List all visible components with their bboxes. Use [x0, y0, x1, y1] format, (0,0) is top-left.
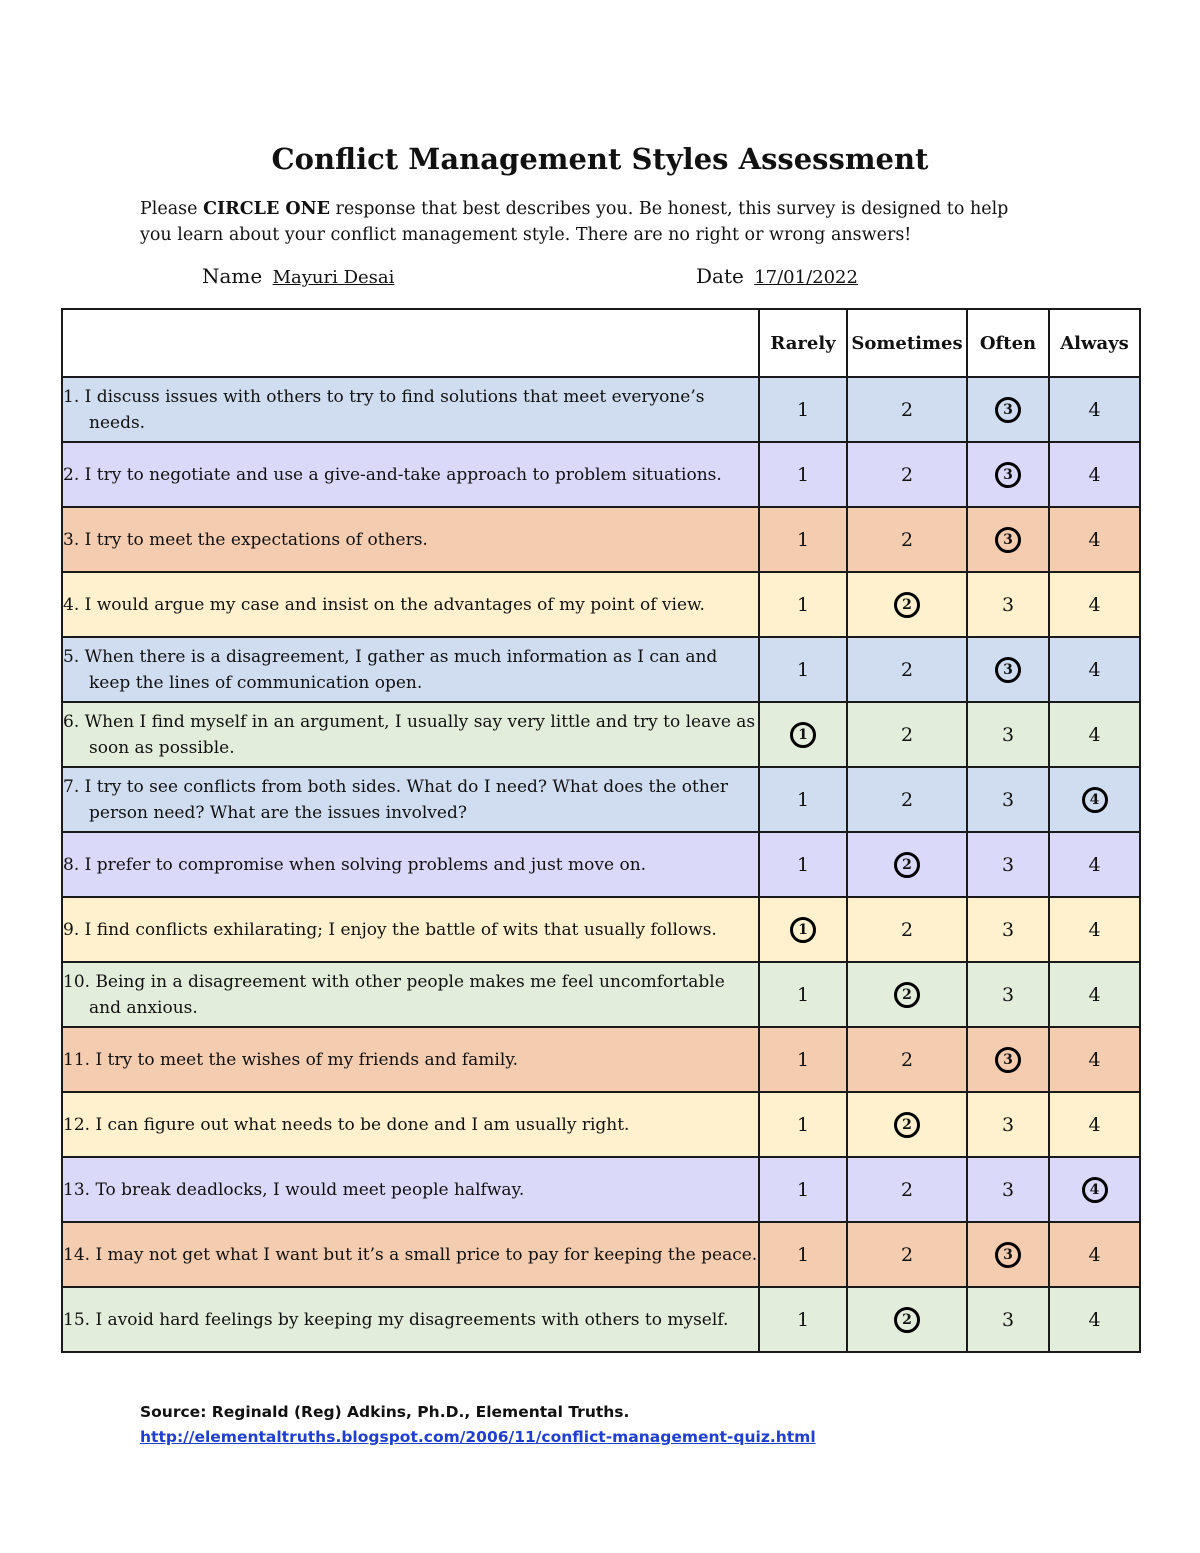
response-option-1[interactable]: [759, 1157, 847, 1222]
statement-text: 3. I try to meet the expectations of others.: [63, 529, 428, 550]
response-value: 2: [900, 723, 914, 746]
selected-response-circle: 3: [995, 1047, 1021, 1073]
table-row: [62, 507, 1140, 572]
response-value: 2: [900, 463, 914, 486]
statement-cell: [62, 442, 759, 507]
response-option-4[interactable]: [1049, 1287, 1140, 1352]
table-row: [62, 1222, 1140, 1287]
response-value: 1: [796, 788, 810, 811]
response-value: 4: [1088, 528, 1101, 551]
response-option-3[interactable]: [967, 377, 1049, 442]
response-value: 3: [1001, 1178, 1015, 1201]
response-option-2[interactable]: [847, 832, 967, 897]
response-value: 3: [1001, 1113, 1015, 1136]
instructions-lead: Please: [140, 199, 204, 219]
statement-text: 14. I may not get what I want but it’s a small price to pay for keeping the peace.: [63, 1244, 758, 1265]
table-row: [62, 442, 1140, 507]
selected-response-circle: 3: [995, 1242, 1021, 1268]
response-option-4[interactable]: [1049, 702, 1140, 767]
response-value: 2: [900, 788, 914, 811]
response-option-1[interactable]: [759, 1027, 847, 1092]
table-row: [62, 637, 1140, 702]
statement-cell: [62, 1287, 759, 1352]
response-value: 4: [1088, 398, 1101, 421]
statement-cell: [62, 962, 759, 1027]
response-option-4[interactable]: [1049, 637, 1140, 702]
selected-response-circle: 2: [894, 852, 920, 878]
statement-cell: [62, 637, 759, 702]
response-option-4[interactable]: [1049, 572, 1140, 637]
response-value: 1: [796, 1048, 810, 1071]
response-value: 2: [900, 918, 914, 941]
column-header-often: Often: [967, 309, 1049, 377]
response-option-1[interactable]: [759, 637, 847, 702]
response-option-4[interactable]: [1049, 1027, 1140, 1092]
response-value: 4: [1088, 853, 1101, 876]
instructions-emphasis: CIRCLE ONE: [203, 199, 330, 219]
response-value: 1: [796, 1178, 810, 1201]
selected-response-circle: 4: [1082, 1177, 1108, 1203]
table-row: [62, 1287, 1140, 1352]
source-label: Source: Reginald (Reg) Adkins, Ph.D., Elemental Truths.: [140, 1403, 630, 1421]
response-option-3[interactable]: [967, 1222, 1049, 1287]
selected-response-circle: 2: [894, 982, 920, 1008]
response-option-3[interactable]: [967, 832, 1049, 897]
statement-text: 4. I would argue my case and insist on the advantages of my point of view.: [63, 594, 705, 615]
response-option-1[interactable]: [759, 507, 847, 572]
response-value: 1: [796, 1243, 810, 1266]
statement-cell: [62, 767, 759, 832]
response-option-2[interactable]: [847, 897, 967, 962]
response-value: 3: [1001, 853, 1015, 876]
response-option-1[interactable]: [759, 962, 847, 1027]
response-option-1[interactable]: [759, 1092, 847, 1157]
source-link[interactable]: http://elementaltruths.blogspot.com/2006/11/conflict-management-quiz.html: [140, 1428, 816, 1446]
response-option-1[interactable]: [759, 702, 847, 767]
selected-response-circle: 2: [894, 1112, 920, 1138]
response-option-1[interactable]: [759, 832, 847, 897]
response-option-2[interactable]: [847, 1157, 967, 1222]
response-option-3[interactable]: [967, 767, 1049, 832]
response-value: 4: [1088, 1243, 1101, 1266]
selected-response-circle: 2: [894, 1307, 920, 1333]
response-option-1[interactable]: [759, 377, 847, 442]
table-row: [62, 962, 1140, 1027]
column-header-sometimes: Sometimes: [847, 309, 967, 377]
response-option-4[interactable]: [1049, 1222, 1140, 1287]
response-option-2[interactable]: [847, 637, 967, 702]
page-title: Conflict Management Styles Assessment: [271, 142, 929, 176]
response-value: 4: [1088, 463, 1101, 486]
table-row: [62, 767, 1140, 832]
response-value: 1: [796, 983, 810, 1006]
response-value: 3: [1001, 1308, 1015, 1331]
response-option-2[interactable]: [847, 377, 967, 442]
statement-text: 15. I avoid hard feelings by keeping my disagreements with others to myself.: [63, 1309, 729, 1330]
table-row: [62, 1157, 1140, 1222]
response-option-1[interactable]: [759, 572, 847, 637]
response-option-1[interactable]: [759, 767, 847, 832]
column-header-rarely: Rarely: [759, 309, 847, 377]
response-option-1[interactable]: [759, 897, 847, 962]
statement-text: 5. When there is a disagreement, I gather as much information as I can and keep the lines of communication open.: [63, 646, 718, 693]
table-row: [62, 1027, 1140, 1092]
statement-cell: [62, 1157, 759, 1222]
response-option-2[interactable]: [847, 507, 967, 572]
table-row: [62, 702, 1140, 767]
response-value: 1: [796, 528, 810, 551]
column-header-always: Always: [1049, 309, 1140, 377]
statement-text: 11. I try to meet the wishes of my friends and family.: [63, 1049, 519, 1070]
name-value: Mayuri Desai: [272, 267, 395, 288]
response-option-2[interactable]: [847, 442, 967, 507]
selected-response-circle: 4: [1082, 787, 1108, 813]
response-value: 3: [1001, 788, 1015, 811]
response-option-4[interactable]: [1049, 377, 1140, 442]
response-value: 4: [1088, 658, 1101, 681]
statement-text: 9. I find conflicts exhilarating; I enjoy the battle of wits that usually follows.: [63, 919, 717, 940]
assessment-table: [61, 308, 1141, 1353]
response-option-3[interactable]: [967, 442, 1049, 507]
response-option-3[interactable]: [967, 637, 1049, 702]
response-value: 1: [796, 593, 810, 616]
response-option-3[interactable]: [967, 962, 1049, 1027]
statement-text: 7. I try to see conflicts from both sides. What do I need? What does the other person need? What are the issues involved?: [63, 776, 728, 823]
response-option-3[interactable]: [967, 1027, 1049, 1092]
response-option-2[interactable]: [847, 572, 967, 637]
response-option-2[interactable]: [847, 702, 967, 767]
response-option-3[interactable]: [967, 702, 1049, 767]
instructions: [140, 196, 1040, 248]
statement-text: 1. I discuss issues with others to try to find solutions that meet everyone’s needs.: [63, 386, 705, 433]
statement-cell: [62, 832, 759, 897]
response-option-2[interactable]: [847, 962, 967, 1027]
date-value: 17/01/2022: [754, 267, 858, 288]
response-option-2[interactable]: [847, 1092, 967, 1157]
response-option-2[interactable]: [847, 1222, 967, 1287]
table-body: [62, 377, 1140, 1352]
response-value: 4: [1088, 1308, 1101, 1331]
statement-text: 8. I prefer to compromise when solving problems and just move on.: [63, 854, 647, 875]
response-value: 2: [900, 398, 914, 421]
statement-cell: [62, 377, 759, 442]
response-value: 1: [796, 1308, 810, 1331]
statement-text: 2. I try to negotiate and use a give-and-take approach to problem situations.: [63, 464, 722, 485]
selected-response-circle: 1: [790, 722, 816, 748]
statement-cell: [62, 1222, 759, 1287]
selected-response-circle: 2: [894, 592, 920, 618]
response-option-4[interactable]: [1049, 1092, 1140, 1157]
statement-cell: [62, 702, 759, 767]
response-value: 2: [900, 1243, 914, 1266]
statement-cell: [62, 507, 759, 572]
response-option-1[interactable]: [759, 1222, 847, 1287]
response-option-2[interactable]: [847, 767, 967, 832]
response-value: 3: [1001, 723, 1015, 746]
selected-response-circle: 3: [995, 462, 1021, 488]
instructions-rest: response that best describes you. Be honest, this survey is designed to help you learn about your conflict management style. There are no right or wrong answers!: [140, 199, 1009, 245]
selected-response-circle: 3: [995, 397, 1021, 423]
response-option-3[interactable]: [967, 1287, 1049, 1352]
name-field: [202, 264, 394, 288]
response-value: 4: [1088, 1113, 1101, 1136]
response-option-4[interactable]: [1049, 1157, 1140, 1222]
selected-response-circle: 1: [790, 917, 816, 943]
table-row: [62, 897, 1140, 962]
response-value: 3: [1001, 918, 1015, 941]
response-value: 2: [900, 528, 914, 551]
response-value: 1: [796, 398, 810, 421]
response-option-4[interactable]: [1049, 897, 1140, 962]
response-option-3[interactable]: [967, 897, 1049, 962]
table-row: [62, 572, 1140, 637]
statement-cell: [62, 1027, 759, 1092]
table-row: [62, 377, 1140, 442]
response-option-1[interactable]: [759, 442, 847, 507]
response-option-3[interactable]: [967, 572, 1049, 637]
selected-response-circle: 3: [995, 527, 1021, 553]
response-option-1[interactable]: [759, 1287, 847, 1352]
response-value: 4: [1088, 1048, 1101, 1071]
response-option-3[interactable]: [967, 507, 1049, 572]
statement-text: 6. When I find myself in an argument, I usually say very little and try to leave as soon as possible.: [63, 711, 756, 758]
response-option-3[interactable]: [967, 1092, 1049, 1157]
response-option-2[interactable]: [847, 1027, 967, 1092]
response-value: 3: [1001, 983, 1015, 1006]
response-option-4[interactable]: [1049, 962, 1140, 1027]
statement-text: 12. I can figure out what needs to be done and I am usually right.: [63, 1114, 630, 1135]
statement-column-header: [62, 309, 759, 377]
response-option-2[interactable]: [847, 1287, 967, 1352]
date-label: Date: [696, 264, 744, 288]
response-option-4[interactable]: [1049, 442, 1140, 507]
response-value: 4: [1088, 983, 1101, 1006]
statement-cell: [62, 1092, 759, 1157]
response-value: 4: [1088, 918, 1101, 941]
statement-cell: [62, 897, 759, 962]
response-value: 4: [1088, 723, 1101, 746]
response-value: 2: [900, 1178, 914, 1201]
statement-cell: [62, 572, 759, 637]
response-option-3[interactable]: [967, 1157, 1049, 1222]
name-label: Name: [202, 264, 263, 288]
response-option-4[interactable]: [1049, 767, 1140, 832]
response-value: 1: [796, 658, 810, 681]
date-field: [696, 264, 858, 288]
table-header: [62, 309, 1140, 377]
selected-response-circle: 3: [995, 657, 1021, 683]
response-option-4[interactable]: [1049, 832, 1140, 897]
response-value: 4: [1088, 593, 1101, 616]
source-citation: [140, 1400, 1060, 1450]
table-row: [62, 1092, 1140, 1157]
response-value: 1: [796, 463, 810, 486]
statement-text: 13. To break deadlocks, I would meet people halfway.: [63, 1179, 525, 1200]
response-value: 2: [900, 658, 914, 681]
response-value: 1: [796, 1113, 810, 1136]
response-value: 2: [900, 1048, 914, 1071]
table-row: [62, 832, 1140, 897]
response-value: 3: [1001, 593, 1015, 616]
response-option-4[interactable]: [1049, 507, 1140, 572]
response-value: 1: [796, 853, 810, 876]
statement-text: 10. Being in a disagreement with other people makes me feel uncomfortable and anxious.: [63, 971, 725, 1018]
